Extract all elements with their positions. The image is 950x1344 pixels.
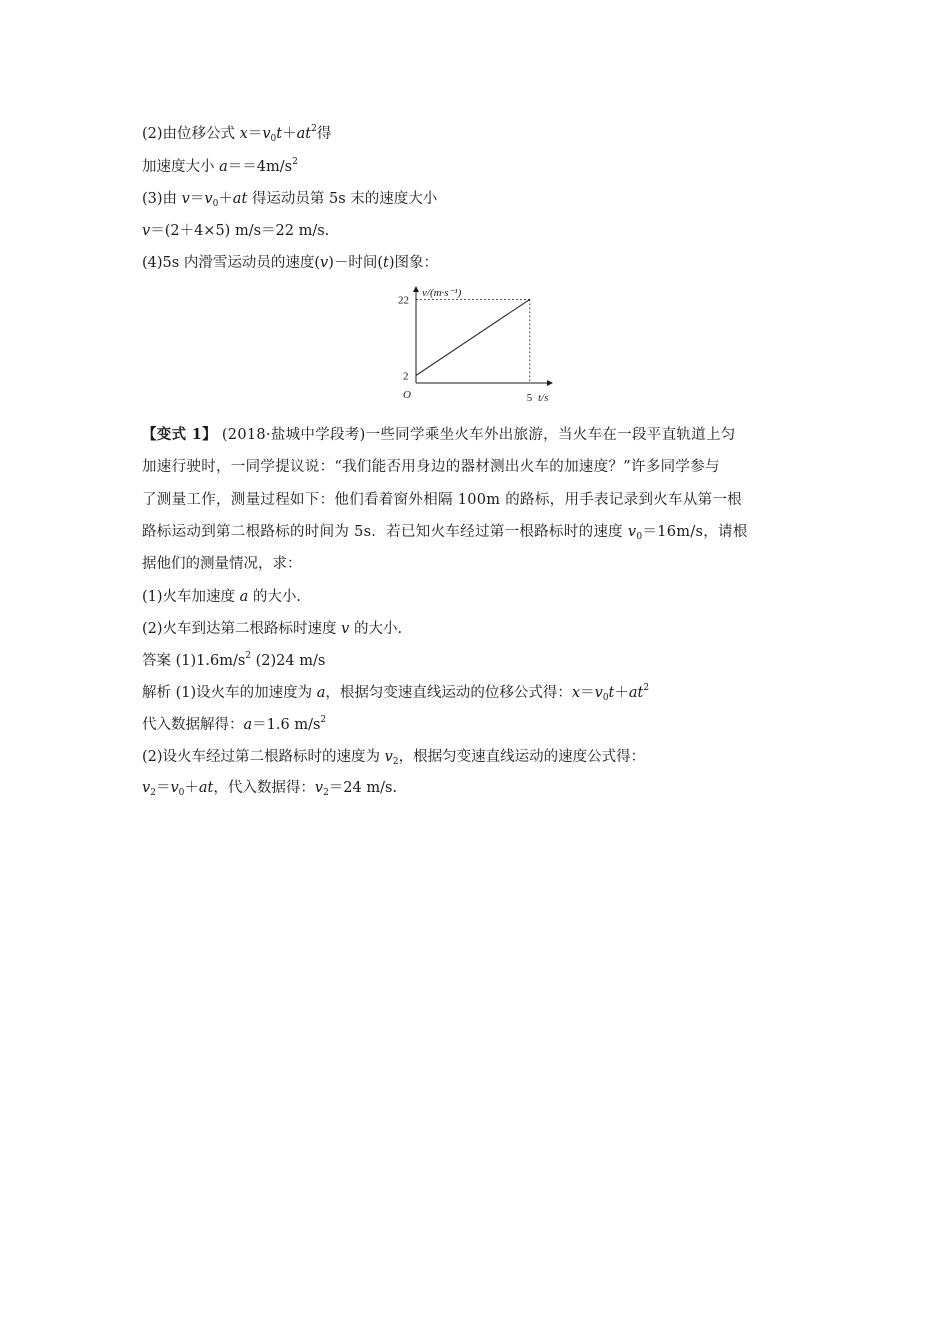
text-line-2: 加速度大小 $a==4m/s^2$ xyxy=(142,157,298,175)
solution-line-1: 解析 (1)设火车的加速度为 a，根据匀变速直线运动的位移公式得：$x=v_0t+at^2$ xyxy=(142,683,650,703)
text-line-1: (2)由位移公式 $x=v_0t+at^2$得 xyxy=(142,124,332,144)
y-axis-label: v/(m·s⁻¹) xyxy=(422,287,462,299)
velocity-time-chart xyxy=(370,282,570,412)
answer-line: 答案 $(1)1.6m/s^2$ (2)24 m/s xyxy=(142,651,326,669)
solution-line-3: (2)设火车经过第二根路标时的速度为 $v_2$，根据匀变速直线运动的速度公式得： xyxy=(142,749,646,767)
text-line-4: v＝(2＋4×5) m/s＝22 m/s. xyxy=(142,223,330,239)
question-2: (2)火车到达第二根路标时速度 v 的大小. xyxy=(142,621,403,637)
problem-line-5: 据他们的测量情况，求： xyxy=(142,556,302,572)
problem-line-1: 【变式 1】 (2018·盐城中学段考)一些同学乘坐火车外出旅游，当火车在一段平直轨道上匀 xyxy=(142,426,736,443)
problem-line-2: 加速行驶时，一同学提议说：“我们能否用身边的器材测出火车的加速度？”许多同学参与 xyxy=(142,459,720,475)
y-tick-label-22: 22 xyxy=(398,294,409,307)
problem-line-3: 了测量工作，测量过程如下：他们看着窗外相隔 100m 的路标，用手表记录到火车从第一根 xyxy=(142,492,743,508)
y-tick-label-2: 2 xyxy=(403,370,409,383)
x-axis-label: t/s xyxy=(538,392,549,404)
text-line-5: (4)5s 内滑雪运动员的速度(v)－时间(t)图象： xyxy=(142,255,439,271)
problem-line-4: 路标运动到第二根路标的时间为 5s．若已知火车经过第一根路标时的速度 $v_0=16m/s$，请根 xyxy=(142,524,748,542)
text-line-3: (3)由 $v=v_0+at$ 得运动员第 5s 末的速度大小 xyxy=(142,191,438,209)
solution-line-2: 代入数据解得：a＝1.6 $m/s^2$ xyxy=(142,715,327,733)
origin-label: O xyxy=(403,389,411,401)
question-1: (1)火车加速度 a 的大小. xyxy=(142,589,302,605)
x-tick-label-5: 5 xyxy=(526,392,533,404)
series-line xyxy=(416,299,530,375)
solution-line-4: $v_2=v_0+at$，代入数据得：$v_2=24$ m/s. xyxy=(142,780,398,798)
